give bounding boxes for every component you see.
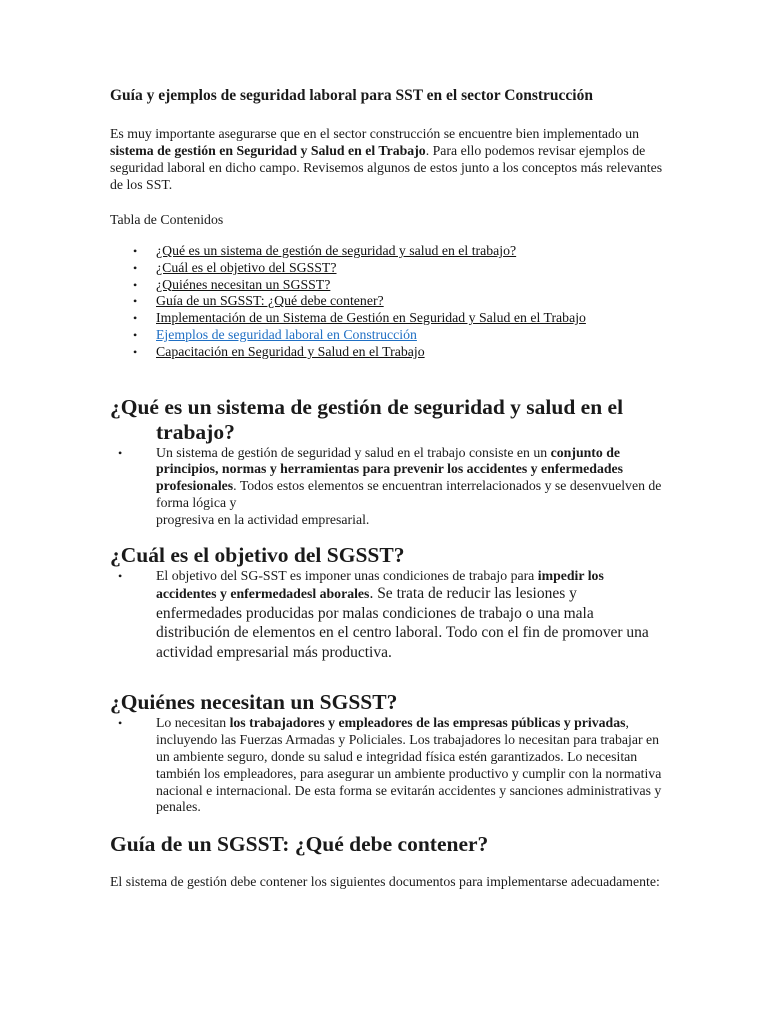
section-bullet-quienes [110,715,665,816]
section-heading-objetivo: ¿Cuál es el objetivo del SGSST? [110,542,405,567]
toc-link-guia[interactable]: Guía de un SGSST: ¿Qué debe contener? [156,293,384,309]
document-content [110,86,665,890]
bullet-dot-icon: • [118,568,123,583]
section-bullet-que-es [110,445,665,529]
toc-item [110,277,665,294]
toc-item [110,327,665,344]
section-text-guia: El sistema de gestión debe contener los siguientes documentos para implementarse adecuadamente: [110,874,660,890]
intro-bold: sistema de gestión en Seguridad y Salud en el Trabajo [110,143,426,158]
toc-link-capacitacion[interactable]: Capacitación en Seguridad y Salud en el Trabajo [156,343,425,359]
bullet-dot-icon: • [118,716,123,731]
section-heading-guia: Guía de un SGSST: ¿Qué debe contener? [110,832,489,857]
intro-paragraph [110,125,665,193]
toc-label: Tabla de Contenidos [110,212,224,227]
toc-link-implementacion[interactable]: Implementación de un Sistema de Gestión en Seguridad y Salud en el Trabajo [156,310,586,326]
text-run: progresiva en la actividad empresarial. [156,511,370,527]
text-bold: los trabajadores y empleadores de las empresas públicas y privadas [229,715,626,731]
intro-text-1: Es muy importante asegurarse que en el sector construcción se encuentre bien implementado un [110,126,640,141]
toc-item [110,344,665,361]
document-title: Guía y ejemplos de seguridad laboral para SST en el sector Construcción [110,87,593,104]
intro-text-2: . Para ello podemos revisar ejemplos de seguridad laboral en dicho campo. Revisemos algunos de estos junto a los conceptos más relevantes de los SST. [110,143,663,192]
toc-link-ejemplos[interactable]: Ejemplos de seguridad laboral en Construcción [156,326,417,342]
text-run: Lo necesitan [156,715,230,731]
text-run: . Se trata de reducir las lesiones y enfermedades producidas por malas condiciones de trabajo o una mala distribución de elementos en el centro laboral. Todo con el fin de promover una actividad empresarial más productiva. [156,585,649,661]
toc-item [110,243,665,260]
section-text-que-es [156,445,665,529]
text-run: El objetivo del SG-SST es imponer unas condiciones de trabajo para [156,567,538,583]
bullet-dot-icon: • [118,445,123,460]
toc-link-que-es[interactable]: ¿Qué es un sistema de gestión de seguridad y salud en el trabajo? [156,243,517,258]
toc-item [110,293,665,310]
toc-item [110,260,665,277]
toc-item [110,310,665,327]
section-text-objetivo [156,568,665,663]
toc-link-quienes[interactable]: ¿Quiénes necesitan un SGSST? [156,276,331,292]
section-heading-quienes: ¿Quiénes necesitan un SGSST? [110,690,398,715]
section-heading-que-es: ¿Qué es un sistema de gestión de seguridad y salud en el trabajo? [110,394,624,444]
section-text-quienes [156,715,665,816]
section-bullet-objetivo [110,568,665,663]
text-run: Un sistema de gestión de seguridad y salud en el trabajo consiste en un [156,444,551,460]
toc-link-objetivo[interactable]: ¿Cuál es el objetivo del SGSST? [156,259,337,275]
table-of-contents [110,243,665,361]
text-bold: impedir los accidentes y enfermedadesl aborales [156,567,604,602]
text-bold: conjunto de principios, normas y herramientas para prevenir los accidentes y enfermedades profesionales [156,444,624,494]
text-run: . Todos estos elementos se encuentran interrelacionados y se desenvuelven de forma lógica y [156,478,662,510]
text-run: , incluyendo las Fuerzas Armadas y Policiales. Los trabajadores lo necesitan para trabajar en un ambiente seguro, donde su salud e integridad física estén garantizados. Lo necesitan también los empleadores, para asegurar un ambiente productivo y cumplir con la normativa nacional e internacional. De esta forma se evitarán accidentes y sanciones administrativas y penales. [156,715,662,815]
